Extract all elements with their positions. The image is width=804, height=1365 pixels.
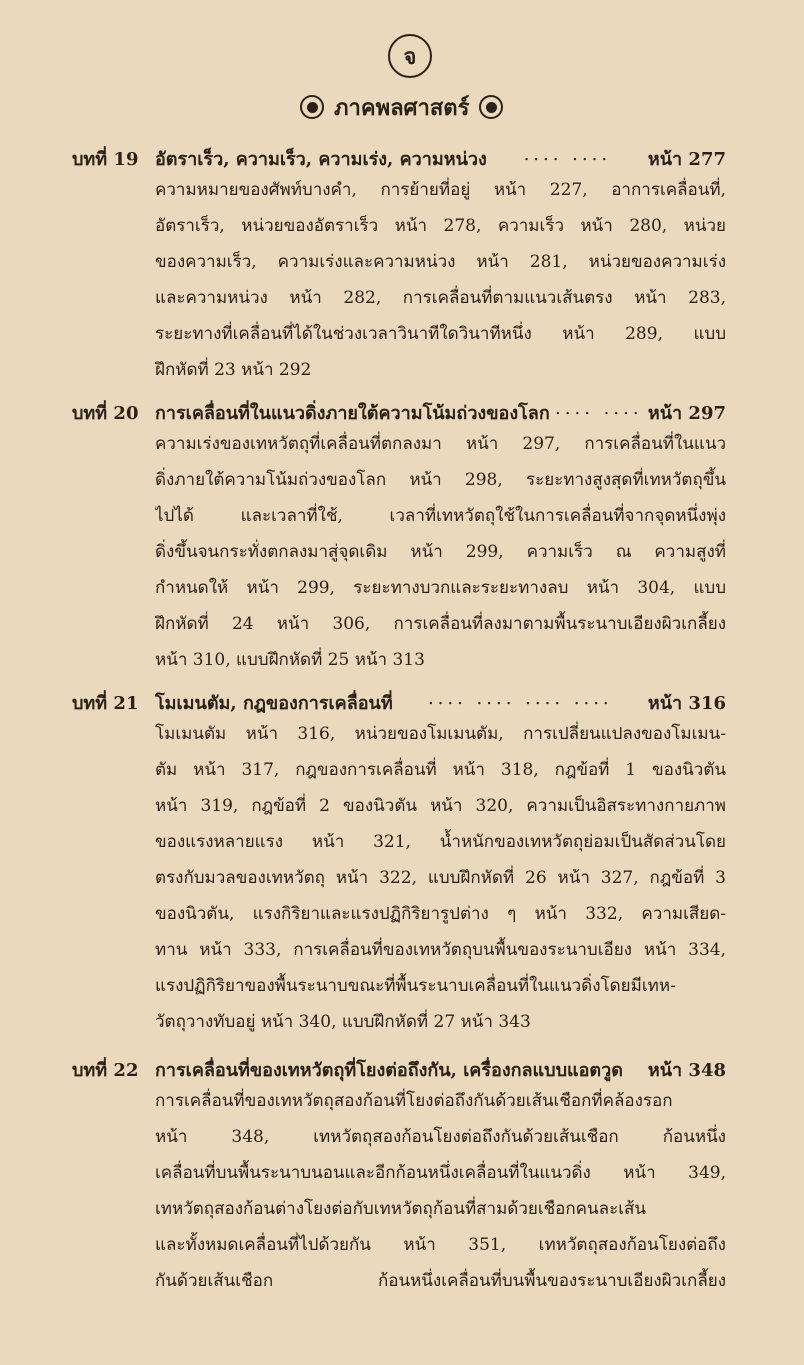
topic-line: ของความเร็ว, ความเร่งและความหน่วง หน้า 281, หน่วยของความเร่ง [155, 252, 726, 272]
topic-line: หน้า 310, แบบฝึกหัดที่ 25 หน้า 313 [155, 650, 425, 670]
chapter-topics [155, 716, 726, 1040]
circle-bullet-icon [300, 95, 324, 119]
topic-line: วัตถุวางทับอยู่ หน้า 340, แบบฝึกหัดที่ 27 หน้า 343 [155, 1012, 531, 1032]
topic-line: หน้า 319, กฎข้อที่ 2 ของนิวตัน หน้า 320, ความเป็นอิสระทางกายภาพ [155, 796, 726, 816]
chapter-title: โมเมนตัม, กฎของการเคลื่อนที่ [155, 693, 393, 714]
topic-line: ตรงกับมวลของเทหวัตถุ หน้า 322, แบบฝึกหัดที่ 26 หน้า 327, กฎข้อที่ 3 [155, 868, 726, 888]
topic-line: ระยะทางที่เคลื่อนที่ได้ในช่วงเวลาวินาทีใดวินาทีหนึ่ง หน้า 289, แบบ [155, 324, 726, 344]
chapter-page: หน้า 277 [647, 149, 726, 170]
chapter-title-row [155, 144, 726, 173]
topic-line: ของแรงหลายแรง หน้า 321, น้ำหนักของเทหวัตถุย่อมเป็นสัดส่วนโดย [155, 832, 726, 852]
topic-line: ตัม หน้า 317, กฎของการเคลื่อนที่ หน้า 318, กฎข้อที่ 1 ของนิวตัน [155, 760, 726, 780]
chapter-label: บทที่ 20 [72, 403, 139, 424]
chapter-label: บทที่ 21 [72, 693, 139, 714]
topic-line: และทั้งหมดเคลื่อนที่ไปด้วยกัน หน้า 351, เทหวัตถุสองก้อนโยงต่อถึง [155, 1235, 726, 1255]
topic-line: ของนิวตัน, แรงกิริยาและแรงปฏิกิริยารูปต่าง ๆ หน้า 332, ความเสียด- [155, 904, 726, 924]
chapter-page: หน้า 297 [647, 403, 726, 424]
chapter-page: หน้า 316 [647, 693, 726, 714]
chapter-topics [155, 426, 726, 678]
topic-line: ดิ่งขึ้นจนกระทั่งตกลงมาสู่จุดเดิม หน้า 299, ความเร็ว ณ ความสูงที่ [155, 542, 726, 562]
topic-line: ฝึกหัดที่ 24 หน้า 306, การเคลื่อนที่ลงมาตามพื้นระนาบเอียงผิวเกลี้ยง [155, 614, 726, 634]
leader-dots: .... .... .... .... [427, 688, 613, 709]
chapter-title-row [155, 1055, 726, 1084]
topic-line: กำหนดให้ หน้า 299, ระยะทางบวกและระยะทางลบ หน้า 304, แบบ [155, 578, 726, 598]
chapter-title-row [155, 398, 726, 427]
topic-line: ทาน หน้า 333, การเคลื่อนที่ของเทหวัตถุบนพื้นของระนาบเอียง หน้า 334, [155, 940, 726, 960]
chapter-title-row [155, 688, 726, 717]
topic-line: ฝึกหัดที่ 23 หน้า 292 [155, 360, 312, 380]
chapter-label: บทที่ 22 [72, 1060, 139, 1081]
topic-line: การเคลื่อนที่ของเทหวัตถุสองก้อนที่โยงต่อถึงกันด้วยเส้นเชือกที่คล้องรอก [155, 1091, 673, 1111]
topic-line: ไปได้ และเวลาที่ใช้, เวลาที่เทหวัตถุใช้ในการเคลื่อนที่จากจุดหนึ่งพุ่ง [155, 506, 726, 526]
topic-line: หน้า 348, เทหวัตถุสองก้อนโยงต่อถึงกันด้วยเส้นเชือก ก้อนหนึ่ง [155, 1127, 726, 1147]
topic-line: เคลื่อนที่บนพื้นระนาบนอนและอีกก้อนหนึ่งเคลื่อนที่ในแนวดิ่ง หน้า 349, [155, 1163, 726, 1183]
leader-dots: .... .... [523, 144, 612, 165]
topic-line: โมเมนตัม หน้า 316, หน่วยของโมเมนตัม, การเปลี่ยนแปลงของโมเมน- [155, 724, 726, 744]
topic-line: ความเร่งของเทหวัตถุที่เคลื่อนที่ตกลงมา หน้า 297, การเคลื่อนที่ในแนว [155, 434, 726, 454]
topic-line: กันด้วยเส้นเชือก ก้อนหนึ่งเคลื่อนที่บนพื้นของระนาบเอียงผิวเกลี้ยง [155, 1271, 726, 1291]
topic-line: ความหมายของศัพท์บางคำ, การย้ายที่อยู่ หน้า 227, อาการเคลื่อนที่, [155, 180, 726, 200]
chapter-title: การเคลื่อนที่ในแนวดิ่งภายใต้ความโน้มถ่วงของโลก [155, 403, 550, 424]
topic-line: อัตราเร็ว, หน่วยของอัตราเร็ว หน้า 278, ความเร็ว หน้า 280, หน่วย [155, 216, 726, 236]
circle-bullet-icon [479, 95, 503, 119]
chapter-page: หน้า 348 [647, 1060, 726, 1081]
chapter-topics [155, 172, 726, 388]
section-heading [300, 90, 503, 124]
topic-line: และความหน่วง หน้า 282, การเคลื่อนที่ตามแนวเส้นตรง หน้า 283, [155, 288, 726, 308]
topic-line: ดิ่งภายใต้ความโน้มถ่วงของโลก หน้า 298, ระยะทางสูงสุดที่เทหวัตถุขึ้น [155, 470, 726, 490]
topic-line: เทหวัตถุสองก้อนต่างโยงต่อกับเทหวัตถุก้อนที่สามด้วยเชือกคนละเส้น [155, 1199, 647, 1219]
topic-line: แรงปฏิกิริยาของพื้นระนาบขณะที่พื้นระนาบเคลื่อนที่ในแนวดิ่งโดยมีเทห- [155, 976, 676, 996]
page-number: จ [388, 34, 432, 78]
chapter-title: การเคลื่อนที่ของเทหวัตถุที่โยงต่อถึงกัน, เครื่องกลแบบแอตวูด [155, 1060, 623, 1081]
chapter-title: อัตราเร็ว, ความเร็ว, ความเร่ง, ความหน่วง [155, 149, 487, 170]
chapter-topics [155, 1083, 726, 1299]
leader-dots: .... .... [555, 398, 643, 419]
section-title: ภาคพลศาสตร์ [334, 94, 470, 121]
chapter-label: บทที่ 19 [72, 149, 139, 170]
